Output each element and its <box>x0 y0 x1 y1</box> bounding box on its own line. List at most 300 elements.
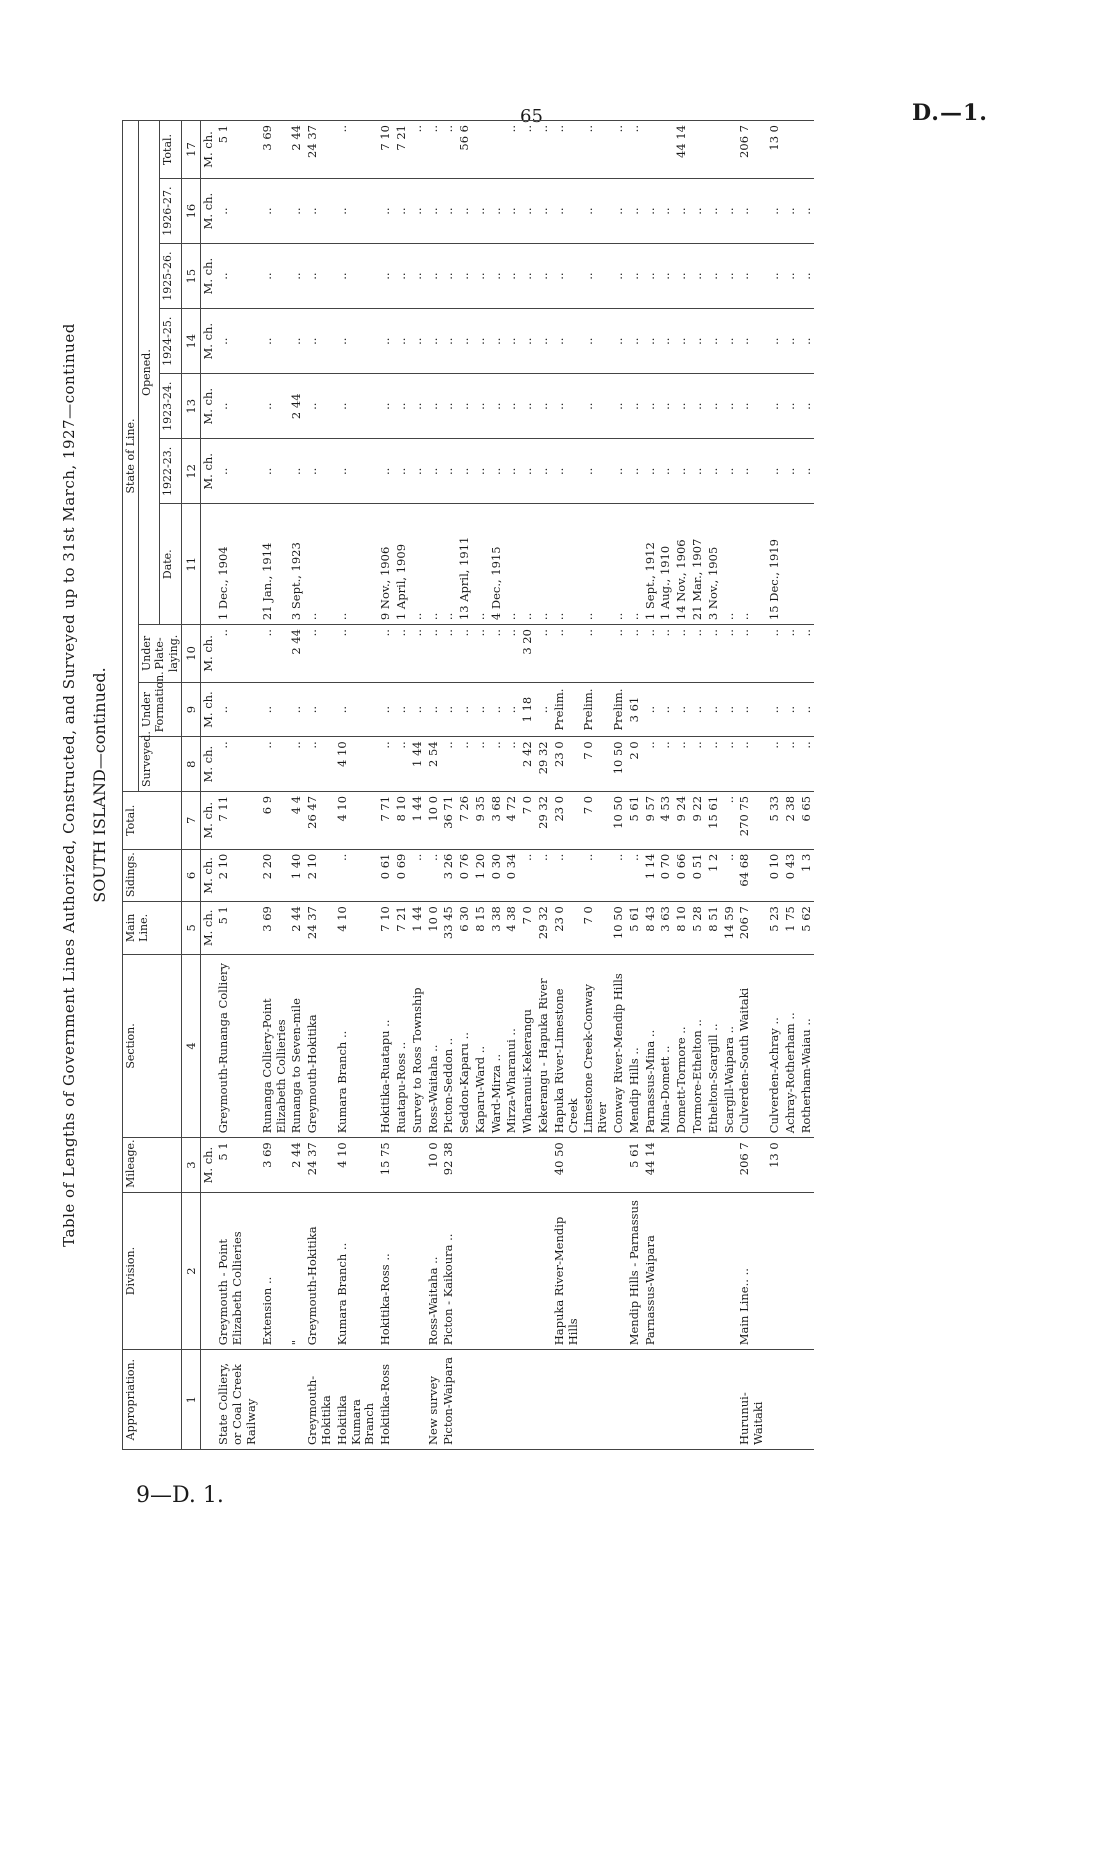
opened-1926-27-cell: .. <box>426 179 442 244</box>
opened-1923-24-cell: .. <box>305 374 335 439</box>
opened-1925-26-cell: .. <box>489 244 505 309</box>
opened-date-cell: .. <box>581 504 611 625</box>
opened-1923-24-cell: .. <box>536 374 552 439</box>
total-cell: 26 47 <box>305 791 335 849</box>
opened-total-cell <box>643 121 659 179</box>
sidings-cell: 2 10 <box>216 849 259 901</box>
opened-1925-26-cell: .. <box>457 244 473 309</box>
under-platelaying-cell: .. <box>216 625 259 683</box>
opened-total-cell: 56 6 <box>457 121 473 179</box>
opened-1923-24-cell: .. <box>426 374 442 439</box>
opened-1925-26-cell: .. <box>643 244 659 309</box>
table-row <box>552 121 582 1450</box>
table-row <box>441 121 457 1450</box>
opened-1926-27-cell: .. <box>489 179 505 244</box>
opened-1924-25-cell: .. <box>489 309 505 374</box>
main-line-cell: 5 61 <box>627 902 643 954</box>
surveyed-cell: .. <box>799 737 815 792</box>
total-cell: 9 35 <box>473 791 489 849</box>
opened-date-cell: 3 Nov., 1905 <box>706 504 722 625</box>
opened-1924-25-cell: .. <box>767 309 783 374</box>
opened-1924-25-cell: .. <box>216 309 259 374</box>
surveyed-cell: .. <box>674 737 690 792</box>
appropriation-cell <box>289 1350 305 1450</box>
unit-label: M. ch. <box>200 374 216 439</box>
total-cell: 4 10 <box>335 791 378 849</box>
surveyed-cell: .. <box>457 737 473 792</box>
main-line-cell: 8 10 <box>674 902 690 954</box>
opened-1923-24-cell: .. <box>611 374 627 439</box>
opened-1922-23-cell: .. <box>457 439 473 504</box>
appropriation-cell: Hokitika Kumara Branch <box>335 1350 378 1450</box>
header-main-line: Main Line. <box>123 902 182 954</box>
header-1922-23: 1922-23. <box>160 439 181 504</box>
table-row <box>260 121 290 1450</box>
col-number: 14 <box>181 309 200 374</box>
table-body <box>181 121 814 1450</box>
opened-1925-26-cell: .. <box>722 244 738 309</box>
opened-total-cell <box>706 121 722 179</box>
opened-1924-25-cell: .. <box>504 309 520 374</box>
opened-total-cell: .. <box>536 121 552 179</box>
appropriation-cell <box>260 1350 290 1450</box>
section-cell: Rotherham-Waiau .. <box>799 954 815 1138</box>
section-cell: Ward-Mirza .. <box>489 954 505 1138</box>
under-formation-cell: 1 18 <box>520 682 536 737</box>
opened-total-cell: 44 14 <box>674 121 690 179</box>
opened-1925-26-cell: .. <box>767 244 783 309</box>
header-mileage: Mileage. <box>123 1138 182 1193</box>
opened-1925-26-cell: .. <box>216 244 259 309</box>
surveyed-cell: .. <box>767 737 783 792</box>
total-cell: 15 61 <box>706 791 722 849</box>
opened-total-cell <box>489 121 505 179</box>
opened-total-cell: 7 10 <box>378 121 394 179</box>
appropriation-cell <box>783 1350 799 1450</box>
opened-total-cell: 13 0 <box>767 121 783 179</box>
division-cell: Ross-Waitaha .. <box>426 1192 442 1349</box>
opened-1923-24-cell: .. <box>457 374 473 439</box>
opened-1924-25-cell: .. <box>611 309 627 374</box>
appropriation-cell <box>611 1350 627 1450</box>
unit-label: M. ch. <box>200 121 216 179</box>
header-total-opened: Total. <box>160 121 181 179</box>
main-line-cell: 4 10 <box>335 902 378 954</box>
opened-date-cell: 15 Dec., 1919 <box>767 504 783 625</box>
unit-label: M. ch. <box>200 791 216 849</box>
mileage-cell <box>473 1138 489 1193</box>
sidings-cell: 1 40 <box>289 849 305 901</box>
total-cell: 6 65 <box>799 791 815 849</box>
opened-1924-25-cell: .. <box>289 309 305 374</box>
col-number: 16 <box>181 179 200 244</box>
col-number: 5 <box>181 902 200 954</box>
opened-1922-23-cell: .. <box>473 439 489 504</box>
opened-1922-23-cell: .. <box>799 439 815 504</box>
header-total: Total. <box>123 791 182 849</box>
surveyed-cell: 2 54 <box>426 737 442 792</box>
appropriation-cell: Picton-Waipara <box>441 1350 457 1450</box>
unit-label: M. ch. <box>200 902 216 954</box>
total-cell: 9 24 <box>674 791 690 849</box>
sidings-cell: 2 20 <box>260 849 290 901</box>
total-cell: 4 72 <box>504 791 520 849</box>
sidings-cell: 1 2 <box>706 849 722 901</box>
total-cell: 5 33 <box>767 791 783 849</box>
col-number: 7 <box>181 791 200 849</box>
division-cell <box>520 1192 536 1349</box>
opened-1924-25-cell: .. <box>441 309 457 374</box>
opened-1924-25-cell: .. <box>536 309 552 374</box>
opened-1923-24-cell: .. <box>643 374 659 439</box>
under-formation-cell: .. <box>737 682 767 737</box>
mileage-cell <box>799 1138 815 1193</box>
table-row <box>767 121 783 1450</box>
units-row <box>200 121 216 1450</box>
opened-date-cell: 14 Nov., 1906 <box>674 504 690 625</box>
table-row <box>722 121 738 1450</box>
opened-1923-24-cell: .. <box>216 374 259 439</box>
under-platelaying-cell: .. <box>504 625 520 683</box>
division-cell <box>658 1192 674 1349</box>
mileage-cell: 3 69 <box>260 1138 290 1193</box>
opened-1924-25-cell: .. <box>426 309 442 374</box>
total-cell: 7 26 <box>457 791 473 849</box>
opened-1925-26-cell: .. <box>674 244 690 309</box>
under-formation-cell: .. <box>457 682 473 737</box>
opened-1923-24-cell: .. <box>520 374 536 439</box>
sidings-cell: .. <box>552 849 582 901</box>
mileage-cell: 13 0 <box>767 1138 783 1193</box>
mileage-cell <box>457 1138 473 1193</box>
opened-total-cell <box>722 121 738 179</box>
under-formation-cell: .. <box>722 682 738 737</box>
main-line-cell: 7 10 <box>378 902 394 954</box>
opened-1925-26-cell: .. <box>552 244 582 309</box>
opened-1925-26-cell: .. <box>410 244 426 309</box>
section-cell: Scargill-Waipara .. <box>722 954 738 1138</box>
division-cell <box>581 1192 611 1349</box>
surveyed-cell: .. <box>783 737 799 792</box>
main-line-cell: 1 44 <box>410 902 426 954</box>
main-line-cell: 5 28 <box>690 902 706 954</box>
sidings-cell: .. <box>581 849 611 901</box>
mileage-cell <box>658 1138 674 1193</box>
column-number-row <box>181 121 200 1450</box>
section-cell: Ruatapu-Ross .. <box>394 954 410 1138</box>
opened-1925-26-cell: .. <box>260 244 290 309</box>
opened-total-cell: .. <box>581 121 611 179</box>
mileage-cell: 5 1 <box>216 1138 259 1193</box>
division-cell <box>767 1192 783 1349</box>
opened-1922-23-cell: .. <box>658 439 674 504</box>
header-1923-24: 1923-24. <box>160 374 181 439</box>
opened-1925-26-cell: .. <box>690 244 706 309</box>
main-line-cell: 23 0 <box>552 902 582 954</box>
opened-total-cell: 7 21 <box>394 121 410 179</box>
opened-1922-23-cell: .. <box>690 439 706 504</box>
opened-1924-25-cell: .. <box>394 309 410 374</box>
opened-total-cell <box>799 121 815 179</box>
opened-1924-25-cell: .. <box>378 309 394 374</box>
surveyed-cell: .. <box>722 737 738 792</box>
surveyed-cell: 23 0 <box>552 737 582 792</box>
under-platelaying-cell: .. <box>690 625 706 683</box>
opened-1922-23-cell: .. <box>674 439 690 504</box>
appropriation-cell <box>722 1350 738 1450</box>
table-row <box>799 121 815 1450</box>
opened-1922-23-cell: .. <box>441 439 457 504</box>
division-cell <box>690 1192 706 1349</box>
total-cell: 7 71 <box>378 791 394 849</box>
sidings-cell: .. <box>520 849 536 901</box>
table-row <box>473 121 489 1450</box>
header-section: Section. <box>123 954 182 1138</box>
under-platelaying-cell: .. <box>581 625 611 683</box>
surveyed-cell: 29 32 <box>536 737 552 792</box>
opened-1922-23-cell: .. <box>520 439 536 504</box>
under-formation-cell: .. <box>536 682 552 737</box>
under-formation-cell: .. <box>473 682 489 737</box>
col-number: 6 <box>181 849 200 901</box>
appropriation-cell <box>674 1350 690 1450</box>
main-line-cell: 2 44 <box>289 902 305 954</box>
opened-1923-24-cell: .. <box>410 374 426 439</box>
opened-1923-24-cell: .. <box>260 374 290 439</box>
table-row <box>536 121 552 1450</box>
appropriation-cell <box>504 1350 520 1450</box>
opened-1923-24-cell: .. <box>627 374 643 439</box>
surveyed-cell: .. <box>394 737 410 792</box>
opened-1925-26-cell: .. <box>627 244 643 309</box>
opened-date-cell: 21 Mar., 1907 <box>690 504 706 625</box>
opened-1923-24-cell: .. <box>552 374 582 439</box>
header-division: Division. <box>123 1192 182 1349</box>
mileage-cell: 40 50 <box>552 1138 582 1193</box>
sidings-cell: 0 30 <box>489 849 505 901</box>
opened-1924-25-cell: .. <box>737 309 767 374</box>
opened-date-cell: .. <box>722 504 738 625</box>
sidings-cell: 0 43 <box>783 849 799 901</box>
opened-1926-27-cell: .. <box>737 179 767 244</box>
col-number: 13 <box>181 374 200 439</box>
under-formation-cell: .. <box>674 682 690 737</box>
division-cell <box>674 1192 690 1349</box>
opened-1924-25-cell: .. <box>690 309 706 374</box>
opened-1922-23-cell: .. <box>426 439 442 504</box>
under-formation-cell: .. <box>426 682 442 737</box>
opened-1926-27-cell: .. <box>216 179 259 244</box>
under-platelaying-cell: .. <box>658 625 674 683</box>
opened-1923-24-cell: .. <box>441 374 457 439</box>
appropriation-cell <box>536 1350 552 1450</box>
opened-1925-26-cell: .. <box>611 244 627 309</box>
section-cell: Runanga Colliery-Point Elizabeth Collieries <box>260 954 290 1138</box>
opened-1925-26-cell: .. <box>658 244 674 309</box>
sidings-cell: 0 70 <box>658 849 674 901</box>
appropriation-cell <box>767 1350 783 1450</box>
opened-1924-25-cell: .. <box>410 309 426 374</box>
division-cell: Greymouth-Hokitika <box>305 1192 335 1349</box>
main-line-cell: 14 59 <box>722 902 738 954</box>
section-cell: Kaparu-Ward .. <box>473 954 489 1138</box>
main-line-cell: 7 0 <box>520 902 536 954</box>
under-platelaying-cell: .. <box>767 625 783 683</box>
surveyed-cell: 4 10 <box>335 737 378 792</box>
surveyed-cell: .. <box>504 737 520 792</box>
under-platelaying-cell: 2 44 <box>289 625 305 683</box>
opened-1925-26-cell: .. <box>504 244 520 309</box>
table-row <box>457 121 473 1450</box>
table-row <box>674 121 690 1450</box>
mileage-cell <box>581 1138 611 1193</box>
opened-date-cell: .. <box>426 504 442 625</box>
section-cell: Parnassus-Mina .. <box>643 954 659 1138</box>
opened-1922-23-cell: .. <box>627 439 643 504</box>
division-cell <box>722 1192 738 1349</box>
sidings-cell: .. <box>722 849 738 901</box>
under-formation-cell: .. <box>643 682 659 737</box>
surveyed-cell: 2 42 <box>520 737 536 792</box>
opened-1926-27-cell: .. <box>581 179 611 244</box>
opened-1926-27-cell: .. <box>706 179 722 244</box>
header-appropriation: Appropriation. <box>123 1350 182 1450</box>
under-platelaying-cell: .. <box>627 625 643 683</box>
col-number: 17 <box>181 121 200 179</box>
main-line-cell: 24 37 <box>305 902 335 954</box>
table-row <box>489 121 505 1450</box>
opened-total-cell <box>473 121 489 179</box>
main-line-cell: 3 38 <box>489 902 505 954</box>
total-cell: 1 44 <box>410 791 426 849</box>
opened-1924-25-cell: .. <box>783 309 799 374</box>
main-line-cell: 10 0 <box>426 902 442 954</box>
total-cell: .. <box>722 791 738 849</box>
opened-1926-27-cell: .. <box>473 179 489 244</box>
surveyed-cell: .. <box>216 737 259 792</box>
opened-1924-25-cell: .. <box>627 309 643 374</box>
division-cell <box>394 1192 410 1349</box>
under-formation-cell: Prelim. <box>552 682 582 737</box>
mileage-cell: 10 0 <box>426 1138 442 1193</box>
section-cell: Wharanui-Kekerangu <box>520 954 536 1138</box>
opened-1925-26-cell: .. <box>426 244 442 309</box>
division-cell: Hapuka River-Mendip Hills <box>552 1192 582 1349</box>
opened-date-cell: 4 Dec., 1915 <box>489 504 505 625</box>
table-row <box>504 121 520 1450</box>
total-cell: 10 50 <box>611 791 627 849</box>
mileage-cell <box>674 1138 690 1193</box>
total-cell: 3 68 <box>489 791 505 849</box>
opened-1924-25-cell: .. <box>706 309 722 374</box>
sidings-cell: 0 69 <box>394 849 410 901</box>
unit-label: M. ch. <box>200 309 216 374</box>
opened-1926-27-cell: .. <box>289 179 305 244</box>
opened-1922-23-cell: .. <box>643 439 659 504</box>
unit-label: M. ch. <box>200 849 216 901</box>
main-line-cell: 4 38 <box>504 902 520 954</box>
under-formation-cell: .. <box>335 682 378 737</box>
section-cell: Limestone Creek-Conway River <box>581 954 611 1138</box>
opened-1922-23-cell: .. <box>394 439 410 504</box>
opened-1926-27-cell: .. <box>260 179 290 244</box>
opened-date-cell: .. <box>536 504 552 625</box>
section-cell: Ross-Waitaha .. <box>426 954 442 1138</box>
under-platelaying-cell: .. <box>737 625 767 683</box>
division-cell <box>410 1192 426 1349</box>
col-number: 11 <box>181 504 200 625</box>
opened-1925-26-cell: .. <box>394 244 410 309</box>
opened-1925-26-cell: .. <box>441 244 457 309</box>
main-line-cell: 5 1 <box>216 902 259 954</box>
section-cell: Mirza-Wharanui .. <box>504 954 520 1138</box>
main-line-cell: 29 32 <box>536 902 552 954</box>
opened-1922-23-cell: .. <box>216 439 259 504</box>
opened-total-cell: .. <box>520 121 536 179</box>
opened-1924-25-cell: .. <box>674 309 690 374</box>
opened-1925-26-cell: .. <box>581 244 611 309</box>
header-under-formation: Under Formation. <box>139 682 182 737</box>
opened-1923-24-cell: .. <box>658 374 674 439</box>
table-row <box>611 121 627 1450</box>
mileage-cell <box>489 1138 505 1193</box>
under-formation-cell: 3 61 <box>627 682 643 737</box>
opened-1925-26-cell: .. <box>335 244 378 309</box>
opened-1924-25-cell: .. <box>581 309 611 374</box>
sidings-cell: 1 14 <box>643 849 659 901</box>
total-cell: 29 32 <box>536 791 552 849</box>
opened-1922-23-cell: .. <box>706 439 722 504</box>
main-line-cell: 7 21 <box>394 902 410 954</box>
section-cell: Survey to Ross Township <box>410 954 426 1138</box>
opened-date-cell: .. <box>335 504 378 625</box>
appropriation-cell: Greymouth-Hokitika <box>305 1350 335 1450</box>
section-cell: Runanga to Seven-mile <box>289 954 305 1138</box>
opened-1925-26-cell: .. <box>520 244 536 309</box>
mileage-cell <box>783 1138 799 1193</box>
opened-date-cell: 21 Jan., 1914 <box>260 504 290 625</box>
opened-total-cell: 24 37 <box>305 121 335 179</box>
appropriation-cell: State Colliery, or Coal Creek Railway <box>216 1350 259 1450</box>
sidings-cell: .. <box>426 849 442 901</box>
main-line-cell: 6 30 <box>457 902 473 954</box>
opened-date-cell: .. <box>627 504 643 625</box>
opened-1926-27-cell: .. <box>690 179 706 244</box>
division-cell: Greymouth - Point Elizabeth Collieries <box>216 1192 259 1349</box>
main-line-cell: 10 50 <box>611 902 627 954</box>
col-number: 3 <box>181 1138 200 1193</box>
opened-1926-27-cell: .. <box>627 179 643 244</box>
sidings-cell: .. <box>627 849 643 901</box>
opened-1922-23-cell: .. <box>378 439 394 504</box>
col-number: 12 <box>181 439 200 504</box>
opened-1925-26-cell: .. <box>378 244 394 309</box>
total-cell: 9 57 <box>643 791 659 849</box>
opened-1924-25-cell: .. <box>305 309 335 374</box>
mileage-cell: 2 44 <box>289 1138 305 1193</box>
under-platelaying-cell: .. <box>799 625 815 683</box>
main-line-cell: 5 23 <box>767 902 783 954</box>
table-row <box>216 121 259 1450</box>
mileage-cell: 15 75 <box>378 1138 394 1193</box>
under-formation-cell: Prelim. <box>581 682 611 737</box>
under-formation-cell: .. <box>394 682 410 737</box>
under-formation-cell: .. <box>378 682 394 737</box>
table-row <box>305 121 335 1450</box>
table-row <box>410 121 426 1450</box>
unit-label: M. ch. <box>200 244 216 309</box>
opened-1926-27-cell: .. <box>536 179 552 244</box>
